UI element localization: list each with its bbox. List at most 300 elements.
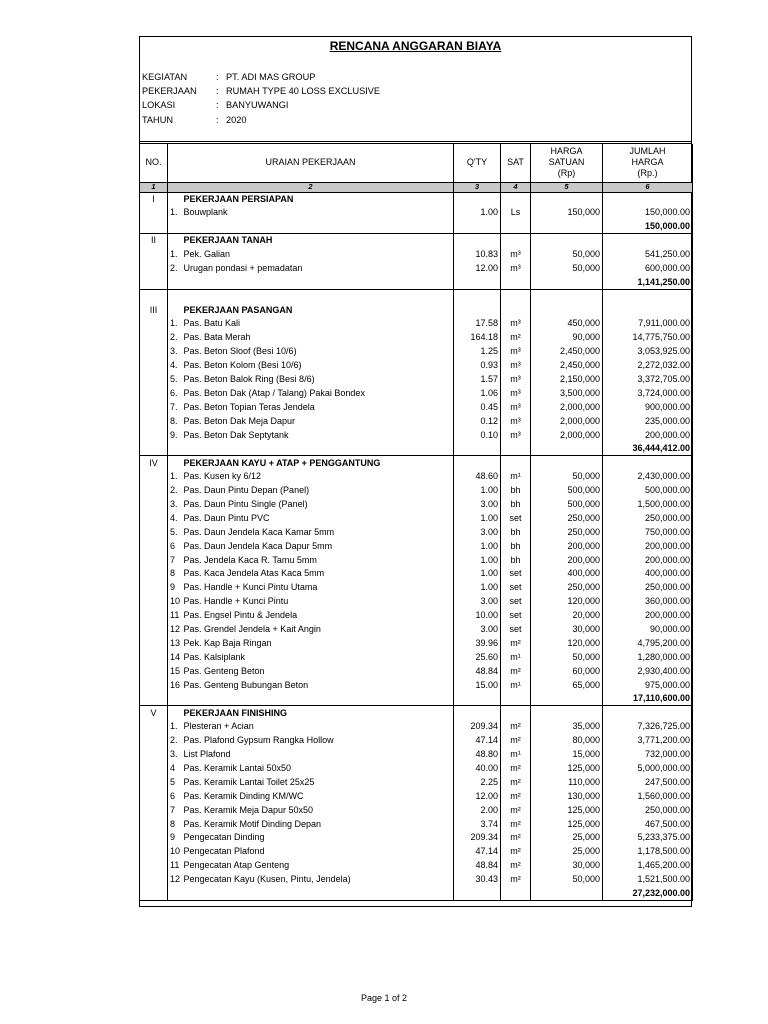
cell-qty: 12.00 <box>454 261 501 275</box>
cell-price: 130,000 <box>531 789 603 803</box>
cell-no <box>140 317 168 331</box>
cell-desc: Pas. Keramik Lantai 50x50 <box>182 762 454 776</box>
cell-desc: Pas. Beton Balok Ring (Besi 8/6) <box>182 373 454 387</box>
column-number: 1 <box>140 182 168 192</box>
info-label: PEKERJAAN <box>142 86 197 97</box>
cell-index <box>168 289 182 303</box>
table-row <box>140 261 693 275</box>
cell-price: 120,000 <box>531 637 603 651</box>
cell-desc: Pas. Genteng Beton <box>182 664 454 678</box>
cell-desc: Pas. Beton Sloof (Besi 10/6) <box>182 345 454 359</box>
cell-no <box>140 831 168 845</box>
cell-total: 400,000.00 <box>603 567 693 581</box>
table-row <box>140 567 693 581</box>
cell-total: 2,430,000.00 <box>603 470 693 484</box>
cell-index: 2. <box>168 331 182 345</box>
cell-sat: m² <box>501 859 531 873</box>
cell-index: 6. <box>168 386 182 400</box>
cell-price: 500,000 <box>531 498 603 512</box>
cell-index: 3. <box>168 498 182 512</box>
cell-price: 250,000 <box>531 581 603 595</box>
section-header-row <box>140 456 693 470</box>
cell-no <box>140 442 168 456</box>
cell-no <box>140 428 168 442</box>
cell-sat: m³ <box>501 261 531 275</box>
cell-qty: 0.10 <box>454 428 501 442</box>
header-uraian: URAIAN PEKERJAAN <box>168 144 454 182</box>
cell-index: 1. <box>168 317 182 331</box>
cell-total: 235,000.00 <box>603 414 693 428</box>
info-value: BANYUWANGI <box>226 100 289 111</box>
subtotal-row <box>140 220 693 234</box>
cell-no <box>140 845 168 859</box>
section-header-row <box>140 192 693 206</box>
cell-price <box>531 456 603 470</box>
table-row <box>140 595 693 609</box>
cell-no <box>140 386 168 400</box>
header-jumlah-harga-line: HARGA <box>631 157 664 168</box>
cell-index: 10 <box>168 845 182 859</box>
cell-total: 750,000.00 <box>603 525 693 539</box>
cell-total: 975,000.00 <box>603 678 693 692</box>
cell-price <box>531 442 603 456</box>
cell-index: 1. <box>168 248 182 262</box>
cell-no <box>140 859 168 873</box>
cell-total <box>603 303 693 317</box>
cell-qty: 2.00 <box>454 803 501 817</box>
cell-index: 10 <box>168 595 182 609</box>
table-row <box>140 484 693 498</box>
cell-total: 5,000,000.00 <box>603 762 693 776</box>
cell-sat <box>501 442 531 456</box>
cell-index: 8. <box>168 414 182 428</box>
cell-total <box>603 192 693 206</box>
cell-price: 50,000 <box>531 470 603 484</box>
cell-desc: Pek. Kap Baja Ringan <box>182 637 454 651</box>
cell-qty: 10.83 <box>454 248 501 262</box>
cell-sat: m² <box>501 831 531 845</box>
cell-total: 1,560,000.00 <box>603 789 693 803</box>
cell-no <box>140 470 168 484</box>
section-subtotal: 150,000.00 <box>603 220 693 234</box>
header-sat: SAT <box>501 144 531 182</box>
section-title: PEKERJAAN PASANGAN <box>182 303 454 317</box>
info-value: 2020 <box>226 114 247 125</box>
section-subtotal: 36,444,412.00 <box>603 442 693 456</box>
cell-desc <box>182 692 454 706</box>
cell-desc: Pas. Bata Merah <box>182 331 454 345</box>
cell-sat <box>501 303 531 317</box>
cell-desc <box>182 887 454 901</box>
cell-index: 8 <box>168 567 182 581</box>
cell-total: 200,000.00 <box>603 609 693 623</box>
cell-index: 5 <box>168 775 182 789</box>
cell-sat: set <box>501 609 531 623</box>
cell-no <box>140 748 168 762</box>
cell-price: 400,000 <box>531 567 603 581</box>
cell-index <box>168 887 182 901</box>
cell-desc: Pas. Daun Pintu Single (Panel) <box>182 498 454 512</box>
cell-total <box>603 706 693 720</box>
cell-sat <box>501 289 531 303</box>
cell-sat <box>501 456 531 470</box>
cell-total: 600,000.00 <box>603 261 693 275</box>
cell-total: 732,000.00 <box>603 748 693 762</box>
cell-index: 13 <box>168 637 182 651</box>
cell-desc: Pas. Kaca Jendela Atas Kaca 5mm <box>182 567 454 581</box>
cell-qty: 164.18 <box>454 331 501 345</box>
cell-sat: m³ <box>501 373 531 387</box>
table-row <box>140 581 693 595</box>
cell-price: 125,000 <box>531 817 603 831</box>
cell-no <box>140 817 168 831</box>
cell-index <box>168 456 182 470</box>
cell-total: 250,000.00 <box>603 803 693 817</box>
info-value: PT. ADI MAS GROUP <box>226 72 316 82</box>
cell-index: 5. <box>168 373 182 387</box>
cell-index <box>168 706 182 720</box>
cell-qty: 25.60 <box>454 650 501 664</box>
cell-total: 7,326,725.00 <box>603 720 693 734</box>
cell-qty <box>454 442 501 456</box>
cell-price: 90,000 <box>531 331 603 345</box>
document-title: RENCANA ANGGARAN BIAYA <box>329 39 502 53</box>
cell-no <box>140 359 168 373</box>
cell-sat: m³ <box>501 400 531 414</box>
cell-sat: Ls <box>501 206 531 220</box>
cell-desc: Pas. Plafond Gypsum Rangka Hollow <box>182 734 454 748</box>
cell-no <box>140 484 168 498</box>
cell-qty: 3.00 <box>454 525 501 539</box>
cell-total: 3,053,925.00 <box>603 345 693 359</box>
project-info <box>142 70 380 127</box>
cell-qty: 48.84 <box>454 664 501 678</box>
info-row <box>142 70 380 84</box>
cell-price <box>531 303 603 317</box>
cell-no <box>140 775 168 789</box>
column-number: 6 <box>603 182 693 192</box>
cell-sat: m² <box>501 845 531 859</box>
cell-sat: m¹ <box>501 470 531 484</box>
table-row <box>140 762 693 776</box>
cell-price <box>531 275 603 289</box>
cell-sat: m³ <box>501 386 531 400</box>
cell-index: 9 <box>168 581 182 595</box>
cell-desc: Pas. Beton Kolom (Besi 10/6) <box>182 359 454 373</box>
table-row <box>140 650 693 664</box>
cell-sat <box>501 220 531 234</box>
cell-qty: 2.25 <box>454 775 501 789</box>
cell-no <box>140 400 168 414</box>
cell-total: 900,000.00 <box>603 400 693 414</box>
cell-desc: Pas. Beton Dak (Atap / Talang) Pakai Bondex <box>182 386 454 400</box>
cell-sat <box>501 692 531 706</box>
header-jumlah-harga <box>603 144 693 182</box>
cell-sat: m² <box>501 664 531 678</box>
cell-index: 11 <box>168 609 182 623</box>
cell-sat: m² <box>501 637 531 651</box>
cell-price: 25,000 <box>531 845 603 859</box>
header-jumlah-harga-line: (Rp.) <box>637 168 658 179</box>
cell-desc: Pas. Beton Topian Teras Jendela <box>182 400 454 414</box>
cell-qty: 1.00 <box>454 539 501 553</box>
cell-index: 2. <box>168 734 182 748</box>
cell-price: 65,000 <box>531 678 603 692</box>
cell-qty: 3.00 <box>454 623 501 637</box>
table-row <box>140 206 693 220</box>
cell-price: 125,000 <box>531 803 603 817</box>
cell-sat <box>501 234 531 248</box>
cell-price: 250,000 <box>531 525 603 539</box>
cell-no <box>140 248 168 262</box>
cell-total: 1,521,500.00 <box>603 873 693 887</box>
cell-price <box>531 706 603 720</box>
section-header-row <box>140 706 693 720</box>
cell-price: 2,150,000 <box>531 373 603 387</box>
table-row <box>140 359 693 373</box>
cell-total: 3,724,000.00 <box>603 386 693 400</box>
cell-price: 125,000 <box>531 762 603 776</box>
cell-desc: Pas. Keramik Lantai Toilet 25x25 <box>182 775 454 789</box>
cell-price: 2,000,000 <box>531 400 603 414</box>
cell-qty <box>454 234 501 248</box>
cell-qty <box>454 456 501 470</box>
table-row <box>140 817 693 831</box>
cell-sat: set <box>501 581 531 595</box>
table-row <box>140 831 693 845</box>
cell-no <box>140 803 168 817</box>
cell-price: 450,000 <box>531 317 603 331</box>
info-value: RUMAH TYPE 40 LOSS EXCLUSIVE <box>226 86 381 97</box>
header-harga-satuan-line: HARGA <box>550 146 583 157</box>
cell-price <box>531 887 603 901</box>
table-row <box>140 664 693 678</box>
cell-sat: bh <box>501 484 531 498</box>
info-row <box>142 84 380 98</box>
cell-qty: 47.14 <box>454 845 501 859</box>
table-row <box>140 803 693 817</box>
subtotal-row <box>140 887 693 901</box>
subtotal-row <box>140 275 693 289</box>
cell-desc: Pas. Handle + Kunci Pintu <box>182 595 454 609</box>
section-roman: I <box>140 192 168 206</box>
cell-desc: Pas. Daun Pintu PVC <box>182 511 454 525</box>
cell-qty: 1.00 <box>454 581 501 595</box>
cell-total: 2,272,032.00 <box>603 359 693 373</box>
cell-qty: 1.00 <box>454 206 501 220</box>
cell-index: 16 <box>168 678 182 692</box>
table-row <box>140 511 693 525</box>
cell-index: 15 <box>168 664 182 678</box>
column-number: 3 <box>454 182 501 192</box>
cell-price: 30,000 <box>531 859 603 873</box>
cell-price: 50,000 <box>531 248 603 262</box>
cell-sat: m¹ <box>501 650 531 664</box>
cell-desc: Pas. Handle + Kunci Pintu Utama <box>182 581 454 595</box>
cell-index: 7. <box>168 400 182 414</box>
cell-sat: m² <box>501 762 531 776</box>
table-row <box>140 775 693 789</box>
info-colon: : <box>216 72 219 82</box>
cell-price <box>531 192 603 206</box>
cell-qty <box>454 887 501 901</box>
cell-qty <box>454 692 501 706</box>
cell-price: 80,000 <box>531 734 603 748</box>
table-row <box>140 317 693 331</box>
cell-no <box>140 887 168 901</box>
cell-no <box>140 567 168 581</box>
cell-price: 120,000 <box>531 595 603 609</box>
cell-desc: Pas. Genteng Bubungan Beton <box>182 678 454 692</box>
table-row <box>140 637 693 651</box>
cell-no <box>140 220 168 234</box>
table-row <box>140 720 693 734</box>
section-roman: III <box>140 303 168 317</box>
cell-qty: 0.45 <box>454 400 501 414</box>
section-subtotal: 1,141,250.00 <box>603 275 693 289</box>
header-jumlah-harga-line: JUMLAH <box>629 146 666 157</box>
cell-desc: Pas. Batu Kali <box>182 317 454 331</box>
cell-total: 90,000.00 <box>603 623 693 637</box>
table-header <box>140 144 693 182</box>
cell-qty: 1.00 <box>454 567 501 581</box>
cell-index: 9 <box>168 831 182 845</box>
cell-desc: Pas. Kusen ky 6/12 <box>182 470 454 484</box>
cell-desc: Pengecatan Plafond <box>182 845 454 859</box>
cell-total <box>603 456 693 470</box>
cell-total: 541,250.00 <box>603 248 693 262</box>
cell-index <box>168 692 182 706</box>
cell-desc: Pas. Daun Pintu Depan (Panel) <box>182 484 454 498</box>
section-title: PEKERJAAN TANAH <box>182 234 454 248</box>
cell-desc: Pas. Beton Dak Meja Dapur <box>182 414 454 428</box>
cell-sat <box>501 192 531 206</box>
cell-index: 4. <box>168 511 182 525</box>
cell-desc: Pengecatan Atap Genteng <box>182 859 454 873</box>
section-roman: IV <box>140 456 168 470</box>
cell-sat: m³ <box>501 317 531 331</box>
cell-no <box>140 331 168 345</box>
header-harga-satuan <box>531 144 603 182</box>
cell-no <box>140 650 168 664</box>
table-row <box>140 470 693 484</box>
table-row <box>140 553 693 567</box>
cell-price: 50,000 <box>531 873 603 887</box>
cell-price: 2,000,000 <box>531 414 603 428</box>
section-title: PEKERJAAN PERSIAPAN <box>182 192 454 206</box>
table-row <box>140 428 693 442</box>
cell-total: 467,500.00 <box>603 817 693 831</box>
cell-desc <box>182 289 454 303</box>
cell-index: 1. <box>168 470 182 484</box>
cell-index: 12 <box>168 623 182 637</box>
cell-qty: 1.00 <box>454 484 501 498</box>
cell-total: 3,372,705.00 <box>603 373 693 387</box>
cell-total: 3,771,200.00 <box>603 734 693 748</box>
cell-total: 200,000.00 <box>603 428 693 442</box>
section-title: PEKERJAAN FINISHING <box>182 706 454 720</box>
cell-index <box>168 275 182 289</box>
cell-qty: 12.00 <box>454 789 501 803</box>
cell-sat: m³ <box>501 359 531 373</box>
cell-sat: m¹ <box>501 678 531 692</box>
cell-no <box>140 414 168 428</box>
cell-price: 500,000 <box>531 484 603 498</box>
cell-sat: m² <box>501 775 531 789</box>
cell-total <box>603 234 693 248</box>
cell-qty: 10.00 <box>454 609 501 623</box>
info-label: KEGIATAN <box>142 72 188 82</box>
cell-index: 6 <box>168 789 182 803</box>
info-colon: : <box>216 86 219 97</box>
cell-price: 30,000 <box>531 623 603 637</box>
info-row <box>142 98 380 112</box>
cell-sat: m³ <box>501 248 531 262</box>
column-number: 4 <box>501 182 531 192</box>
cell-desc: Pas. Keramik Meja Dapur 50x50 <box>182 803 454 817</box>
section-roman: V <box>140 706 168 720</box>
cell-no <box>140 206 168 220</box>
cell-price: 25,000 <box>531 831 603 845</box>
table-row <box>140 386 693 400</box>
cell-total: 5,233,375.00 <box>603 831 693 845</box>
table-body <box>140 182 693 900</box>
table-row <box>140 609 693 623</box>
cell-desc: Pek. Galian <box>182 248 454 262</box>
cell-qty: 209.34 <box>454 720 501 734</box>
cell-desc <box>182 220 454 234</box>
subtotal-row <box>140 442 693 456</box>
cell-no <box>140 581 168 595</box>
cell-no <box>140 498 168 512</box>
cell-index: 1. <box>168 720 182 734</box>
table-row <box>140 525 693 539</box>
cell-total: 150,000.00 <box>603 206 693 220</box>
cell-index: 3. <box>168 345 182 359</box>
cell-qty: 1.25 <box>454 345 501 359</box>
cell-no <box>140 692 168 706</box>
cell-sat: m³ <box>501 345 531 359</box>
cell-index: 9. <box>168 428 182 442</box>
cell-price: 200,000 <box>531 539 603 553</box>
cell-desc: Pas. Jendela Kaca R. Tamu 5mm <box>182 553 454 567</box>
cell-desc: Pas. Keramik Dinding KM/WC <box>182 789 454 803</box>
cell-total: 500,000.00 <box>603 484 693 498</box>
cell-price: 150,000 <box>531 206 603 220</box>
column-number: 2 <box>168 182 454 192</box>
cell-sat: m² <box>501 873 531 887</box>
cell-no <box>140 678 168 692</box>
info-label: LOKASI <box>142 100 176 111</box>
table-row <box>140 748 693 762</box>
cell-index: 2. <box>168 261 182 275</box>
cell-sat: m² <box>501 331 531 345</box>
header-harga-satuan-line: SATUAN <box>548 157 585 168</box>
cell-qty: 1.00 <box>454 511 501 525</box>
cell-qty <box>454 706 501 720</box>
budget-table <box>139 144 693 901</box>
cell-index <box>168 220 182 234</box>
cell-index: 14 <box>168 650 182 664</box>
cell-index <box>168 303 182 317</box>
cell-desc: Pas. Keramik Motif Dinding Depan <box>182 817 454 831</box>
table-row <box>140 623 693 637</box>
info-row <box>142 113 380 127</box>
cell-index <box>168 442 182 456</box>
cell-qty <box>454 275 501 289</box>
table-row <box>140 373 693 387</box>
cell-total: 1,465,200.00 <box>603 859 693 873</box>
